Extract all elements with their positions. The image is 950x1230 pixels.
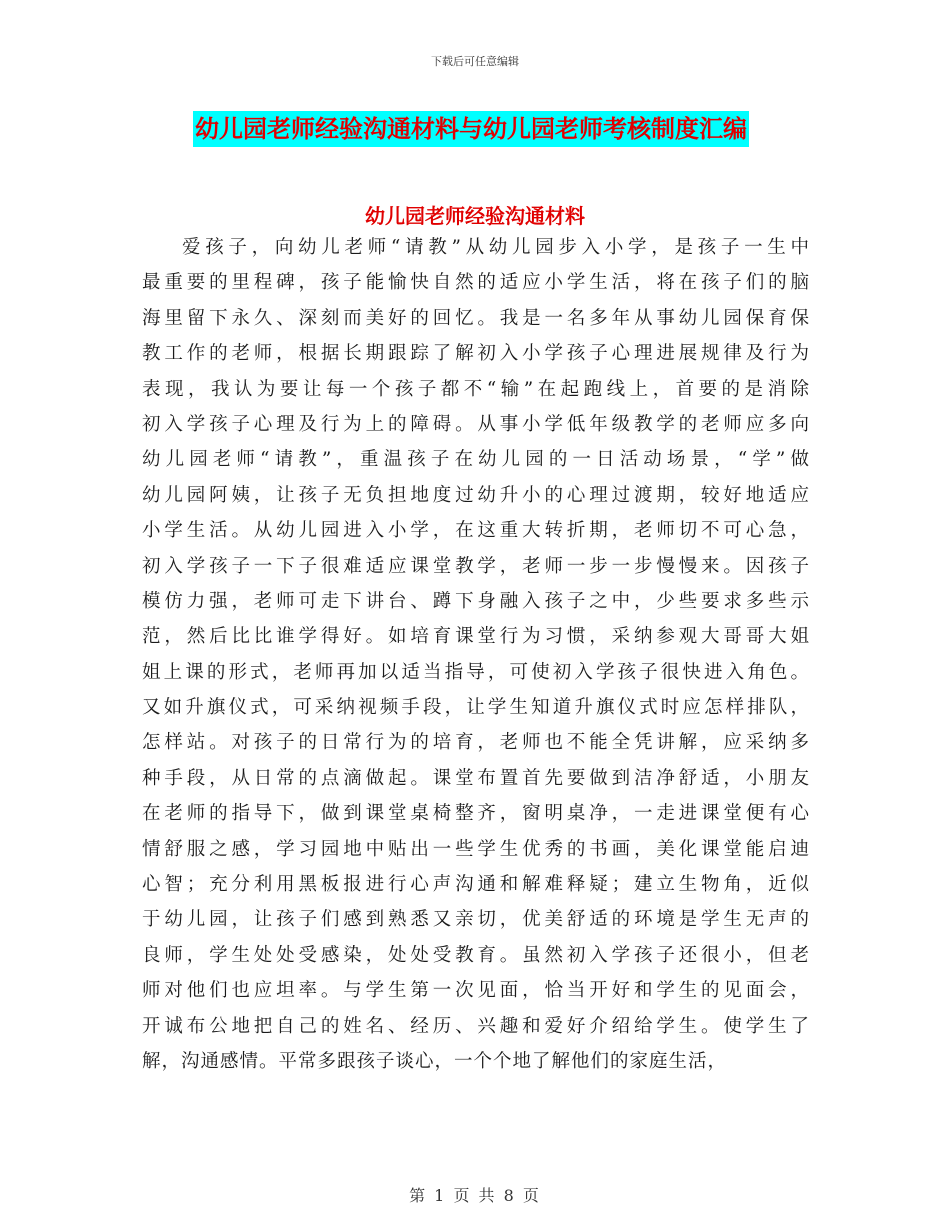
body-line: 范，然后比比谁学得好。如培育课堂行为习惯，采纳参观大哥哥大姐 [142, 626, 810, 648]
section-title: 幼儿园老师经验沟通材料 [365, 204, 585, 228]
body-text [142, 230, 810, 1079]
body-line: 在老师的指导下，做到课堂桌椅整齐，窗明桌净，一走进课堂便有心 [142, 803, 810, 825]
page-header-note: 下载后可任意编辑 [431, 55, 519, 68]
body-line: 教工作的老师，根据长期跟踪了解初入小学孩子心理进展规律及行为 [142, 343, 810, 365]
document-title: 幼儿园老师经验沟通材料与幼儿园老师考核制度汇编 [193, 111, 749, 147]
body-line: 海里留下永久、深刻而美好的回忆。我是一名多年从事幼儿园保育保 [142, 307, 810, 329]
body-line: 师对他们也应坦率。与学生第一次见面，恰当开好和学生的见面会， [142, 980, 810, 1002]
body-line: 幼儿园老师“请教”，重温孩子在幼儿园的一日活动场景，“学”做 [142, 449, 810, 471]
body-line: 爱孩子，向幼儿老师“请教”从幼儿园步入小学，是孩子一生中 [182, 237, 810, 258]
body-line: 表现，我认为要让每一个孩子都不“输”在起跑线上，首要的是消除 [142, 378, 810, 400]
body-line: 情舒服之感，学习园地中贴出一些学生优秀的书画，美化课堂能启迪 [142, 838, 810, 860]
body-line: 最重要的里程碑，孩子能愉快自然的适应小学生活，将在孩子们的脑 [142, 272, 810, 294]
body-line: 开诚布公地把自己的姓名、经历、兴趣和爱好介绍给学生。使学生了 [142, 1015, 810, 1037]
body-line: 初入学孩子心理及行为上的障碍。从事小学低年级教学的老师应多向 [142, 413, 810, 435]
body-line: 又如升旗仪式，可采纳视频手段，让学生知道升旗仪式时应怎样排队， [142, 697, 810, 719]
body-line: 姐上课的形式，老师再加以适当指导，可使初入学孩子很快进入角色。 [142, 661, 810, 683]
body-line: 解，沟通感情。平常多跟孩子谈心，一个个地了解他们的家庭生活， [142, 1050, 728, 1072]
body-line: 良师，学生处处受感染，处处受教育。虽然初入学孩子还很小，但老 [142, 944, 810, 966]
body-line: 于幼儿园，让孩子们感到熟悉又亲切，优美舒适的环境是学生无声的 [142, 909, 810, 931]
body-line: 小学生活。从幼儿园进入小学，在这重大转折期，老师切不可心急， [142, 520, 810, 542]
page-number: 第 1 页 共 8 页 [409, 1186, 541, 1205]
body-line: 初入学孩子一下子很难适应课堂教学，老师一步一步慢慢来。因孩子 [142, 555, 810, 577]
body-line: 种手段，从日常的点滴做起。课堂布置首先要做到洁净舒适，小朋友 [142, 767, 810, 789]
body-line: 模仿力强，老师可走下讲台、蹲下身融入孩子之中，少些要求多些示 [142, 590, 810, 612]
body-line: 怎样站。对孩子的日常行为的培育，老师也不能全凭讲解，应采纳多 [142, 732, 810, 754]
body-line: 幼儿园阿姨，让孩子无负担地度过幼升小的心理过渡期，较好地适应 [142, 484, 810, 506]
body-line: 心智；充分利用黑板报进行心声沟通和解难释疑；建立生物角，近似 [142, 874, 810, 896]
